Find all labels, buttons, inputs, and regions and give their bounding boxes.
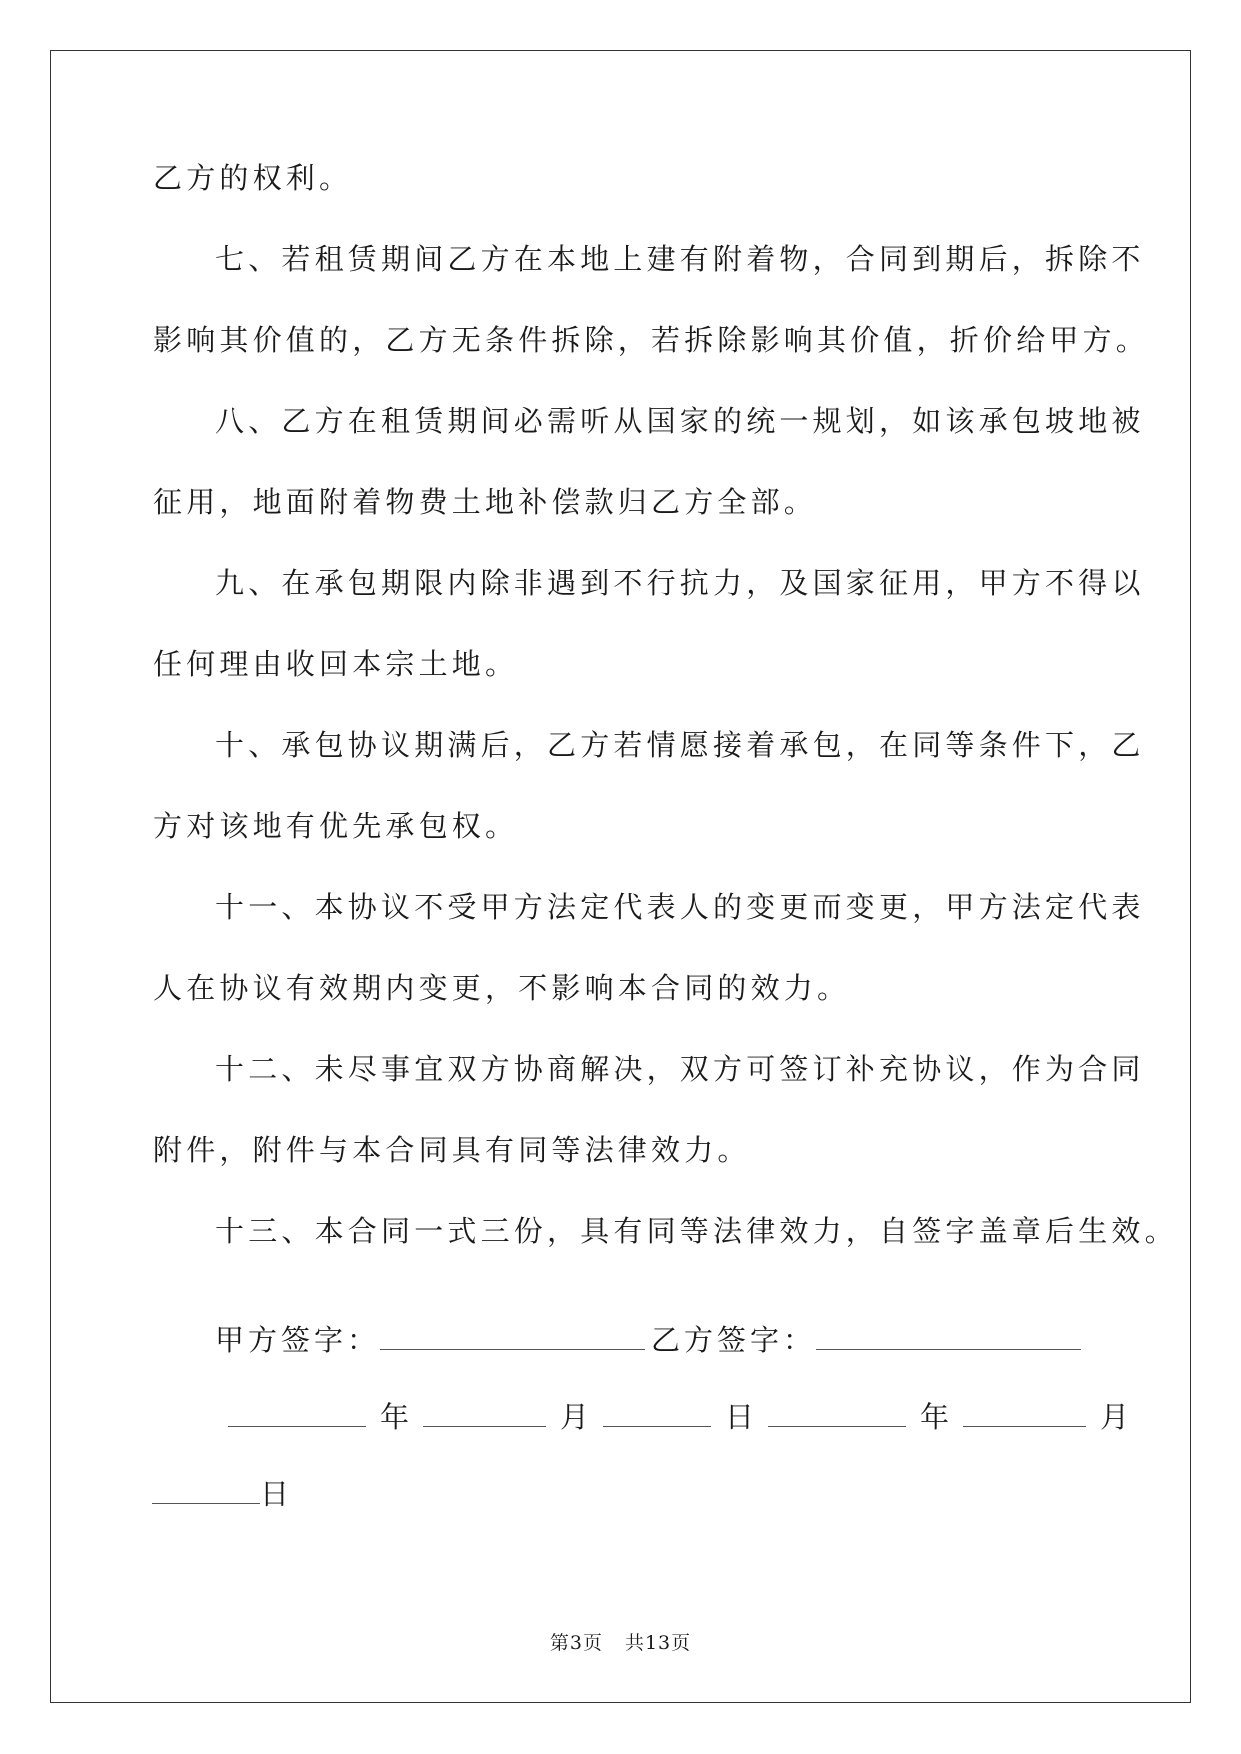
clause-11-line-2: 人在协议有效期内变更，不影响本合同的效力。 bbox=[153, 971, 851, 1005]
year-label: 年 bbox=[380, 1400, 410, 1434]
party-a-year-blank[interactable] bbox=[228, 1400, 366, 1427]
clause-13-line-1: 十三、本合同一式三份，具有同等法律效力，自签字盖章后生效。 bbox=[215, 1214, 1178, 1248]
clause-7-line-2: 影响其价值的，乙方无条件拆除，若拆除影响其价值，折价给甲方。 bbox=[153, 323, 1150, 357]
party-a-month-blank[interactable] bbox=[423, 1400, 546, 1427]
clause-10-line-1: 十、承包协议期满后，乙方若情愿接着承包，在同等条件下，乙 bbox=[215, 728, 1145, 762]
month-label: 月 bbox=[1100, 1400, 1130, 1434]
contract-body bbox=[153, 158, 1178, 1292]
date-row bbox=[228, 1395, 1143, 1436]
party-a-day-blank[interactable] bbox=[603, 1400, 711, 1427]
clause-11-line-1: 十一、本协议不受甲方法定代表人的变更而变更，甲方法定代表 bbox=[215, 890, 1145, 924]
clause-8-line-2: 征用，地面附着物费土地补偿款归乙方全部。 bbox=[153, 485, 818, 519]
page-total: 共13页 bbox=[624, 1632, 692, 1654]
clause-9-line-2: 任何理由收回本宗土地。 bbox=[153, 647, 519, 681]
party-b-year-blank[interactable] bbox=[768, 1400, 906, 1427]
clause-7-line-1: 七、若租赁期间乙方在本地上建有附着物，合同到期后，拆除不 bbox=[215, 242, 1145, 276]
party-b-day-blank[interactable] bbox=[152, 1477, 260, 1504]
clause-12-line-1: 十二、未尽事宜双方协商解决，双方可签订补充协议，作为合同 bbox=[215, 1052, 1145, 1086]
year-label: 年 bbox=[920, 1400, 950, 1434]
page-footer bbox=[0, 1628, 1241, 1655]
clause-8-line-1: 八、乙方在租赁期间必需听从国家的统一规划，如该承包坡地被 bbox=[215, 404, 1145, 438]
clause-10-line-2: 方对该地有优先承包权。 bbox=[153, 809, 519, 843]
page-number: 第3页 bbox=[549, 1632, 603, 1654]
party-b-signature-blank[interactable] bbox=[816, 1323, 1081, 1350]
clause-9-line-1: 九、在承包期限内除非遇到不行抗力，及国家征用，甲方不得以 bbox=[215, 566, 1145, 600]
party-a-signature-label: 甲方签字： bbox=[215, 1323, 381, 1357]
party-a-signature-blank[interactable] bbox=[380, 1323, 645, 1350]
clause-12-line-2: 附件，附件与本合同具有同等法律效力。 bbox=[153, 1133, 751, 1167]
day-label: 日 bbox=[725, 1400, 755, 1434]
party-b-signature-label: 乙方签字： bbox=[651, 1323, 817, 1357]
text-line: 乙方的权利。 bbox=[153, 161, 353, 195]
date-row-continued bbox=[152, 1472, 289, 1513]
month-label: 月 bbox=[560, 1400, 590, 1434]
party-b-month-blank[interactable] bbox=[963, 1400, 1086, 1427]
day-label: 日 bbox=[260, 1477, 290, 1511]
signature-row bbox=[215, 1318, 1087, 1359]
